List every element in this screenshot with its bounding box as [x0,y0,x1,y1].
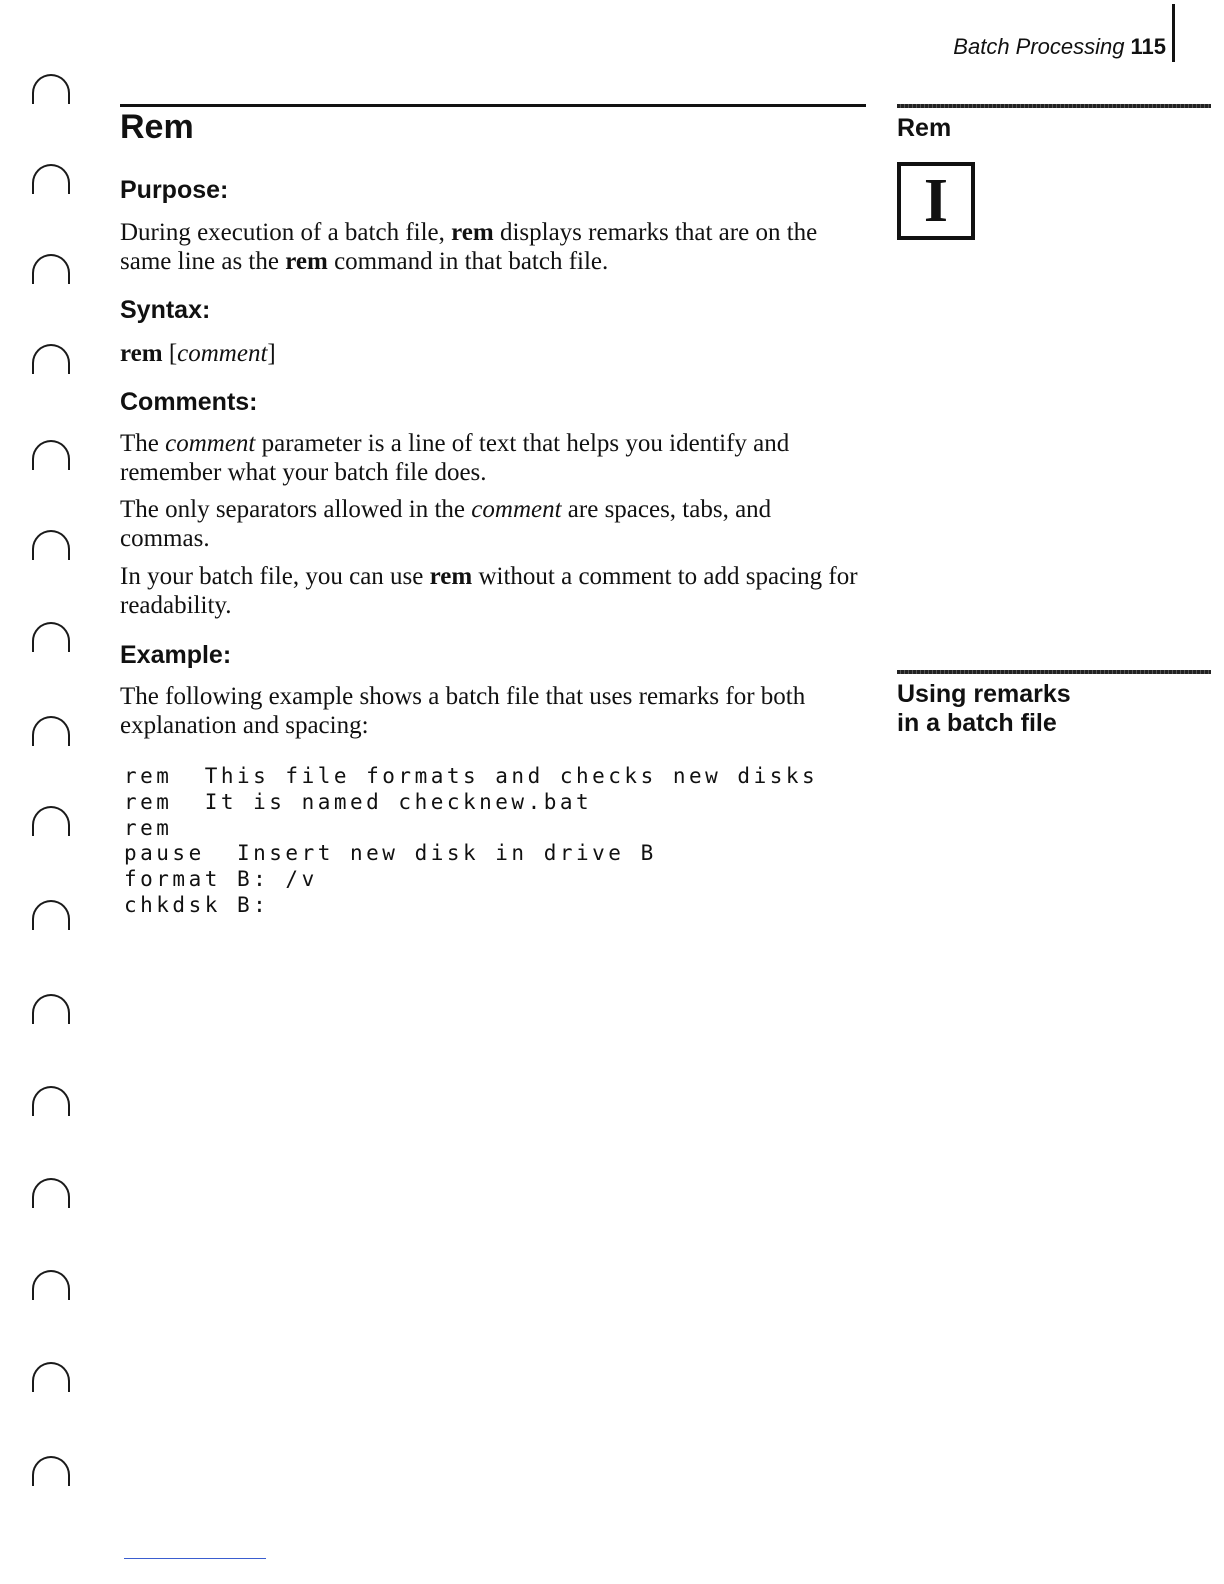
side-rule-bottom [897,670,1211,674]
code-line: pause Insert new disk in drive B [124,841,657,866]
syntax-line [120,339,865,368]
code-line: rem It is named checknew.bat [124,789,593,814]
binder-hole [32,1270,70,1300]
comments-paragraph-3 [120,562,865,620]
comments-parameter: comment [471,496,562,523]
code-line: rem This file formats and checks new disks [124,764,819,788]
binder-hole [32,900,70,930]
binder-hole [32,716,70,746]
comments-heading: Comments: [120,388,258,416]
comments-text: The [120,430,166,457]
running-header-title: Batch Processing [953,34,1125,59]
side-rule-top [897,104,1211,108]
binder-hole [32,806,70,836]
binder-hole [32,344,70,374]
syntax-bracket: ] [267,340,276,367]
side-heading-line-2: in a batch file [897,709,1057,737]
comments-rem-keyword: rem [429,563,473,590]
running-header [953,34,1166,60]
purpose-rem-keyword: rem [285,248,328,275]
footer-rule [124,1558,266,1559]
syntax-heading: Syntax: [120,296,211,324]
binder-hole [32,1086,70,1116]
side-heading-rem: Rem [897,114,952,142]
section-tab-marker: I [897,162,975,240]
comments-text: The only separators allowed in the [120,496,472,523]
comments-paragraph-1 [120,429,865,487]
purpose-text: command in that batch file. [327,248,609,275]
example-heading: Example: [120,641,232,669]
syntax-command: rem [120,340,163,367]
binder-hole [32,530,70,560]
header-vertical-rule [1172,4,1175,62]
binder-hole [32,1456,70,1486]
page-title: Rem [120,108,194,146]
code-line: rem [124,815,173,840]
comments-text: are spaces, tabs, and commas. [120,496,772,552]
binder-hole [32,622,70,652]
code-line: chkdsk B: [124,892,270,917]
purpose-text: displays remarks that are on the same line as the [120,219,818,275]
binder-hole [32,440,70,470]
binder-hole [32,254,70,284]
syntax-parameter: comment [177,340,268,367]
binder-hole [32,994,70,1024]
side-heading-using-remarks [897,680,1197,738]
page-number: 115 [1130,34,1166,59]
purpose-rem-keyword: rem [451,219,494,246]
binder-hole [32,1178,70,1208]
side-heading-line-1: Using remarks [897,680,1071,708]
purpose-text: During execution of a batch file, [120,219,452,246]
code-listing [124,764,818,919]
comments-text: In your batch file, you can use [120,563,430,590]
purpose-heading: Purpose: [120,176,229,204]
code-line: format B: /v [124,867,318,892]
comments-text: parameter is a line of text that helps you identify and remember what your batch file does. [120,430,790,486]
binder-hole [32,164,70,194]
purpose-paragraph [120,218,865,276]
syntax-bracket: [ [162,340,178,367]
binder-hole [32,1362,70,1392]
comments-text: without a comment to add spacing for readability. [120,563,858,619]
comments-paragraph-2 [120,495,865,553]
binder-hole [32,74,70,104]
comments-parameter: comment [165,430,256,457]
example-intro: The following example shows a batch file that uses remarks for both explanation and spacing: [120,683,806,739]
binder-holes [26,60,86,1500]
title-rule [120,104,866,107]
